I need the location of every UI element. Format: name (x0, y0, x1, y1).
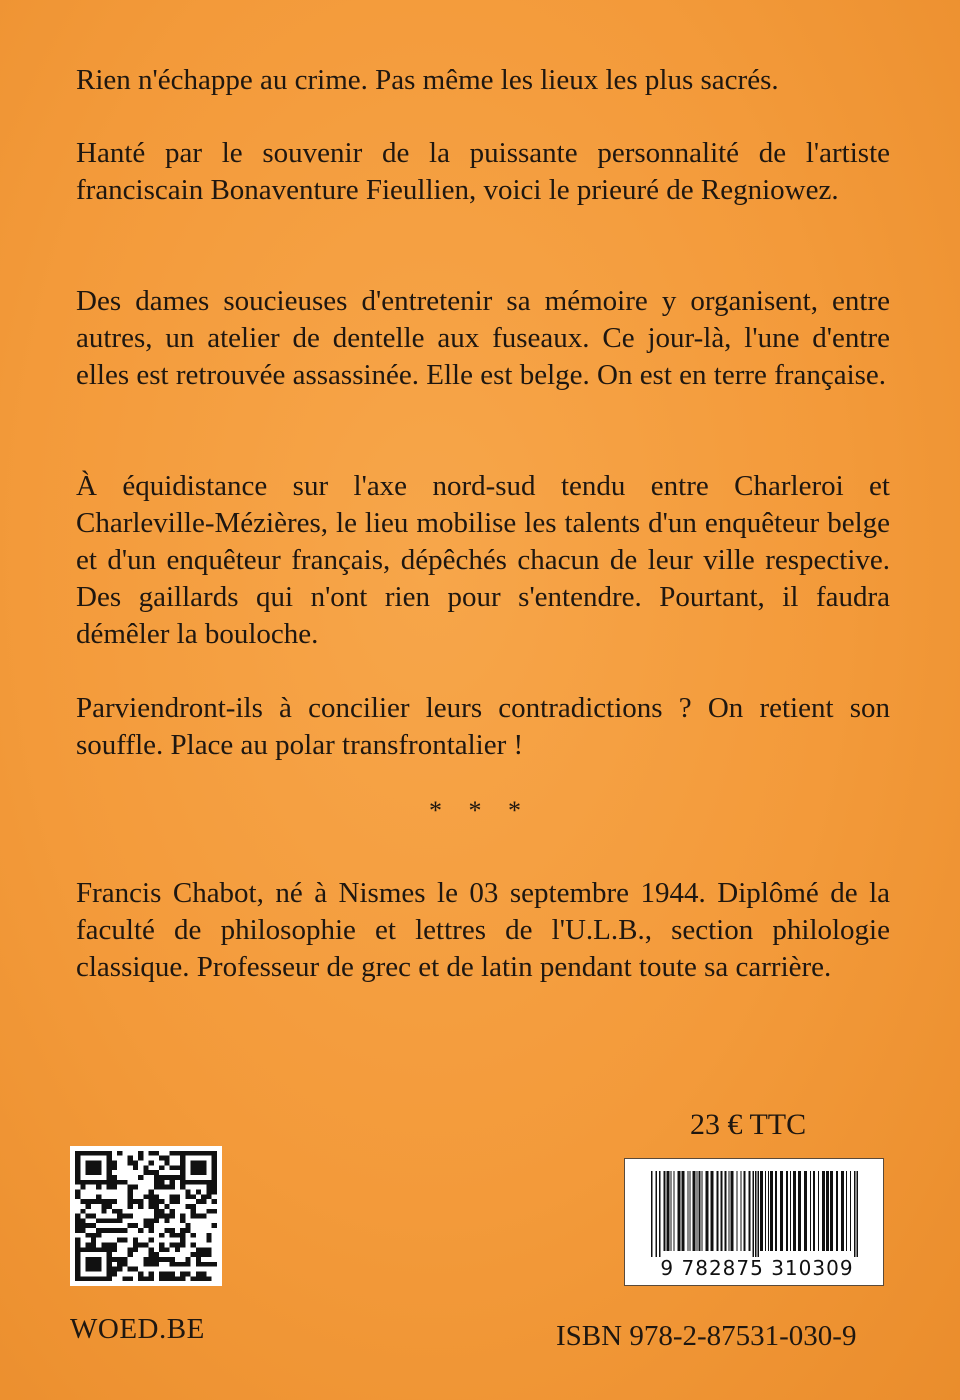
barcode-label (624, 1158, 884, 1286)
isbn-number: ISBN 978-2-87531-030-9 (556, 1320, 857, 1352)
section-separator: * * * (429, 796, 531, 825)
blurb-paragraph-3: Des dames soucieuses d'entretenir sa mémoire y organisent, entre autres, un atelier de dentelle aux fuseaux. Ce jour-là, l'une d'entre elles est retrouvée assassinée. Elle est belge. On est en terre française. (76, 285, 890, 391)
blurb-paragraph-5: Parviendront-ils à concilier leurs contradictions ? On retient son souffle. Place au polar transfrontalier ! (76, 692, 890, 761)
blurb-paragraph-2: Hanté par le souvenir de la puissante personnalité de l'artiste franciscain Bonaventure Fieullien, voici le prieuré de Regniowez. (76, 137, 890, 206)
publisher-website: WOED.BE (70, 1313, 205, 1345)
barcode-digits: 9 782875 310309 (660, 1256, 854, 1280)
author-bio: Francis Chabot, né à Nismes le 03 septembre 1944. Diplômé de la faculté de philosophie et lettres de l'U.L.B., section philologie classique. Professeur de grec et de latin pendant toute sa carrière. (76, 877, 890, 983)
barcode-icon (649, 1171, 861, 1257)
blurb-paragraph-4: À équidistance sur l'axe nord-sud tendu entre Charleroi et Charleville-Mézières, le lieu mobilise les talents d'un enquêteur belge et d'un enquêteur français, dépêchés chacun de leur ville respective. Des gaillards qui n'ont rien pour s'entendre. Pourtant, il faudra démêler la bouloche. (76, 470, 890, 650)
blurb-paragraph-1: Rien n'échappe au crime. Pas même les lieux les plus sacrés. (76, 64, 779, 96)
qr-code-icon (70, 1146, 222, 1286)
price-label: 23 € TTC (690, 1108, 807, 1141)
